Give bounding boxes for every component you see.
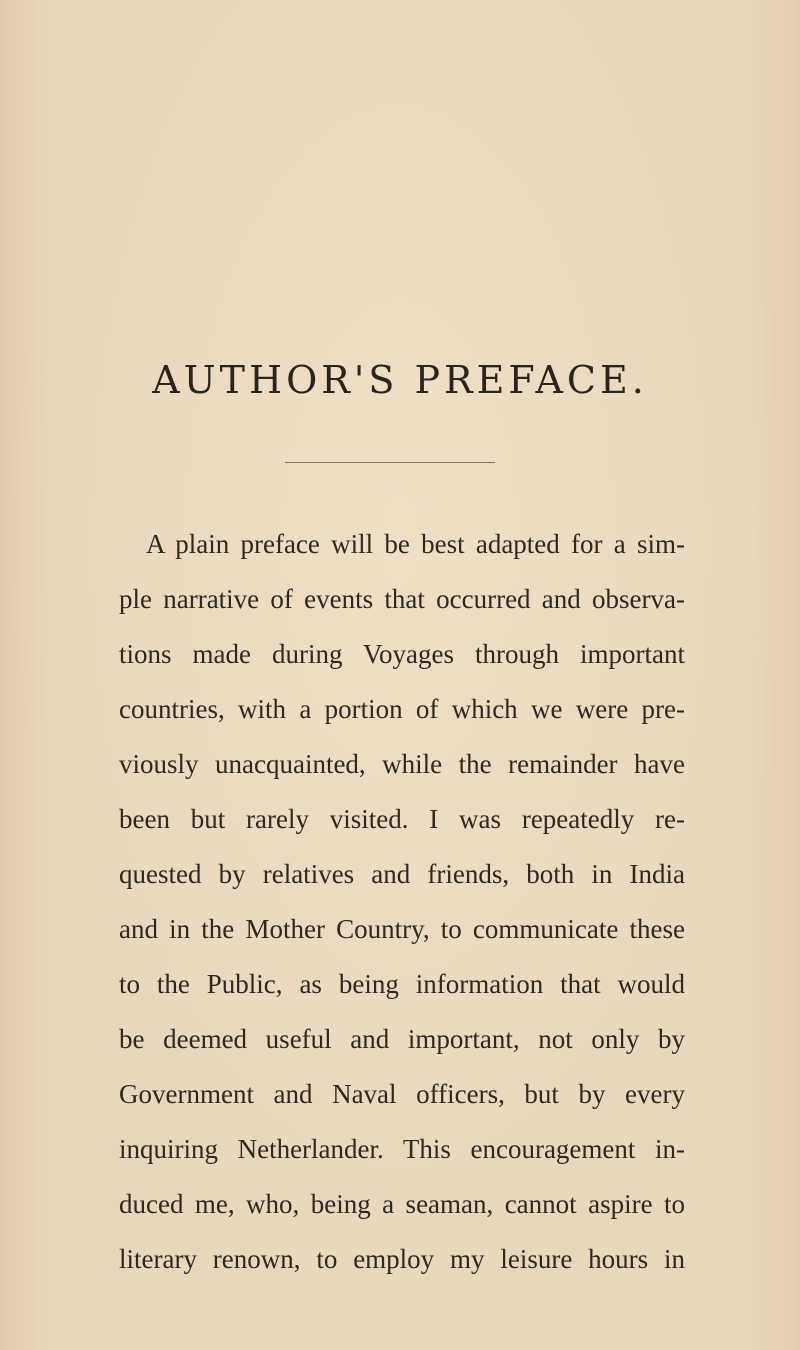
preface-title: AUTHOR'S PREFACE. [152,358,648,402]
text-line-6: been but rarely visited. I was repeatedly re- [119,804,685,834]
text-line-7: quested by relatives and friends, both in India [119,859,685,889]
text-line-1: A plain preface will be best adapted for a sim- [146,529,685,559]
text-line-4: countries, with a portion of which we were pre- [119,694,685,724]
text-line-12: inquiring Netherlander. This encouragement in- [119,1134,685,1164]
text-line-13: duced me, who, being a seaman, cannot aspire to [119,1189,685,1219]
text-line-5: viously unacquainted, while the remainder have [119,749,685,779]
text-line-11: Government and Naval officers, but by every [119,1079,685,1109]
text-line-8: and in the Mother Country, to communicate these [119,914,685,944]
text-line-10: be deemed useful and important, not only by [119,1024,685,1054]
text-line-9: to the Public, as being information that would [119,969,685,999]
title-divider [285,462,495,463]
text-line-3: tions made during Voyages through important [119,639,685,669]
text-line-2: ple narrative of events that occurred and observa- [119,584,685,614]
text-line-14: literary renown, to employ my leisure hours in [119,1244,685,1274]
